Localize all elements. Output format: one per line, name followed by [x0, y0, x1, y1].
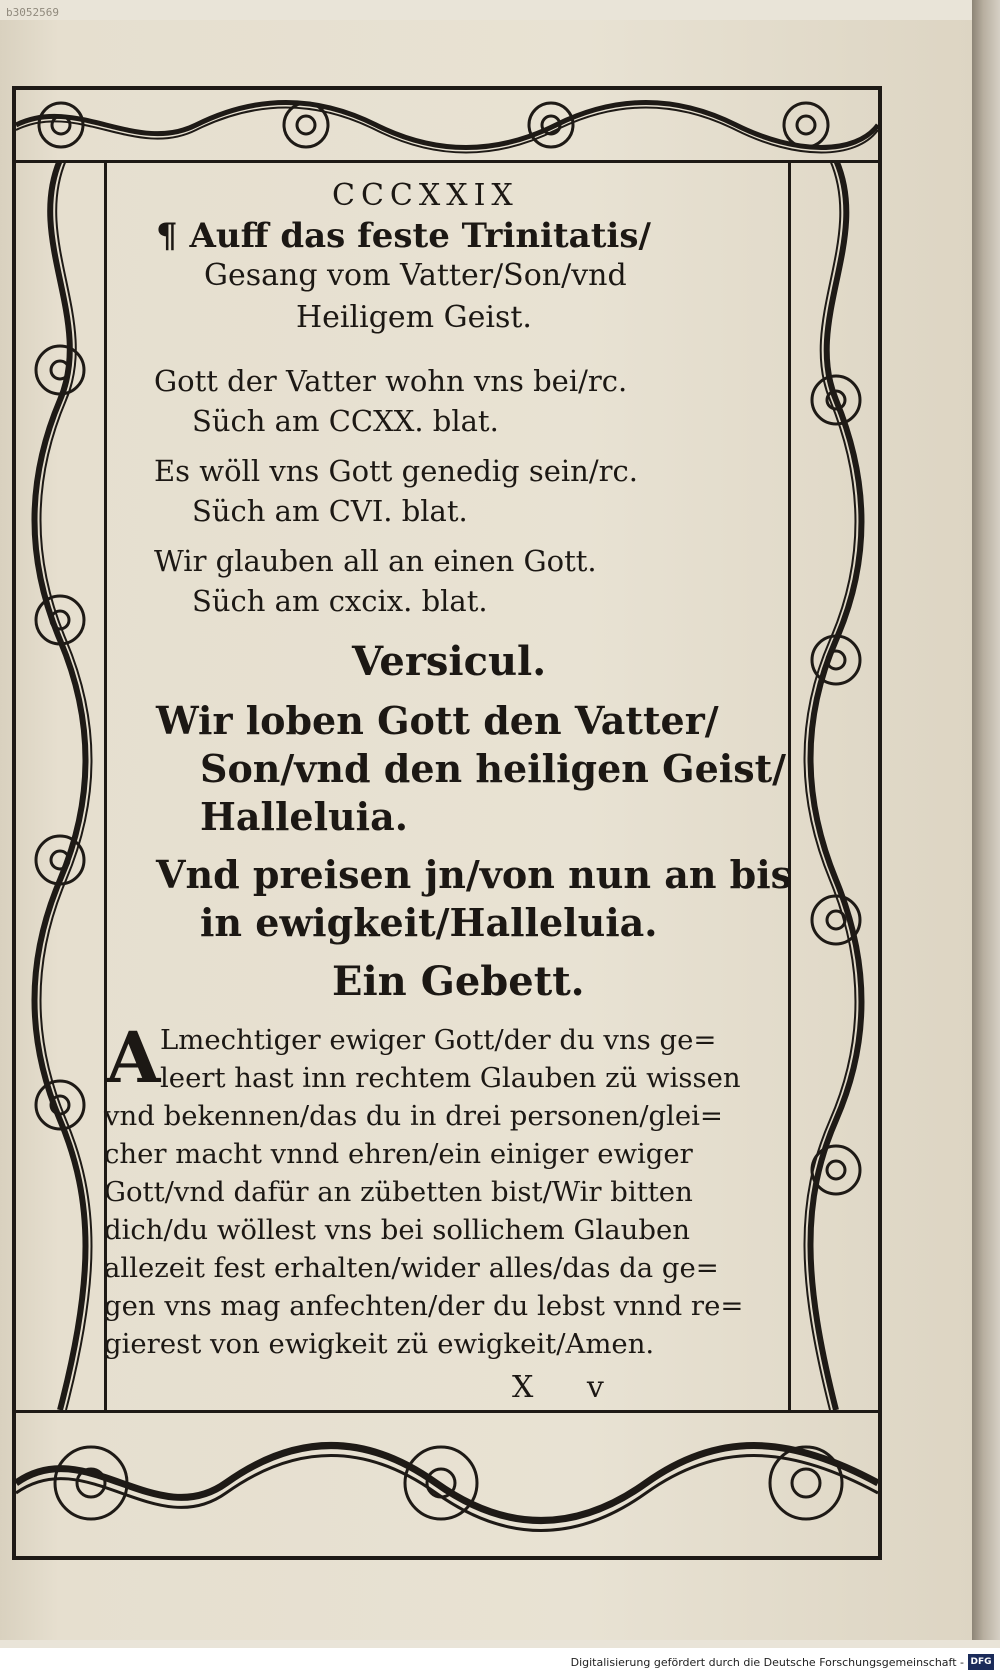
section-heading-line-3: Heiligem Geist. — [296, 300, 532, 335]
prayer-line: Gott/vnd dafür an zübetten bist/Wir bitten — [104, 1176, 693, 1208]
prayer-line: leert hast inn rechtem Glauben zü wissen — [160, 1062, 741, 1094]
signature-mark: X v — [512, 1370, 626, 1405]
prayer-line: gen vns mag anfechten/der du lebst vnnd re= — [104, 1290, 744, 1322]
border-right-ornament — [788, 160, 881, 1410]
prayer-title: Ein Gebett. — [332, 958, 585, 1005]
versicul-line: in ewigkeit/Halleluia. — [200, 900, 658, 945]
prayer-line: cher macht vnnd ehren/ein einiger ewiger — [104, 1138, 693, 1170]
hymn-title: Es wöll vns Gott genedig sein/rc. — [154, 454, 638, 488]
book-edge — [972, 0, 1000, 1640]
border-bottom-ornament — [16, 1410, 878, 1559]
hymn-title: Wir glauben all an einen Gott. — [154, 544, 597, 578]
versicul-line: Vnd preisen jn/von nun an bis — [156, 852, 793, 897]
hymn-reference: Süch am CCXX. blat. — [192, 404, 499, 438]
section-heading-line-1: ¶ Auff das feste Trinitatis/ — [156, 216, 651, 256]
versicul-line: Son/vnd den heiligen Geist/ — [200, 746, 787, 791]
catalog-id: b3052569 — [6, 6, 59, 19]
prayer-line: allezeit fest erhalten/wider alles/das da ge= — [104, 1252, 719, 1284]
border-top-ornament — [16, 90, 878, 163]
versicul-line: Wir loben Gott den Vatter/ — [156, 698, 719, 743]
prayer-line: dich/du wöllest vns bei sollichem Glauben — [104, 1214, 690, 1246]
versicul-title: Versicul. — [352, 638, 547, 685]
versicul-line: Halleluia. — [200, 794, 408, 839]
folio-number: CCCXXIX — [332, 178, 519, 213]
prayer-line: gierest von ewigkeit zü ewigkeit/Amen. — [104, 1328, 655, 1360]
prayer-line: vnd bekennen/das du in drei personen/glei= — [104, 1100, 723, 1132]
dfg-logo-icon: DFG — [968, 1654, 994, 1670]
decorated-initial: A — [106, 1016, 161, 1099]
hymn-reference: Süch am cxcix. blat. — [192, 584, 488, 618]
hymn-title: Gott der Vatter wohn vns bei/rc. — [154, 364, 628, 398]
footer-credit: Digitalisierung gefördert durch die Deutsche Forschungsgemeinschaft - — [570, 1656, 964, 1669]
border-left-ornament — [16, 160, 107, 1410]
prayer-line: Lmechtiger ewiger Gott/der du vns ge= — [160, 1024, 717, 1056]
section-heading-line-2: Gesang vom Vatter/Son/vnd — [204, 258, 627, 293]
footer-bar — [0, 1648, 1000, 1679]
hymn-reference: Süch am CVI. blat. — [192, 494, 468, 528]
